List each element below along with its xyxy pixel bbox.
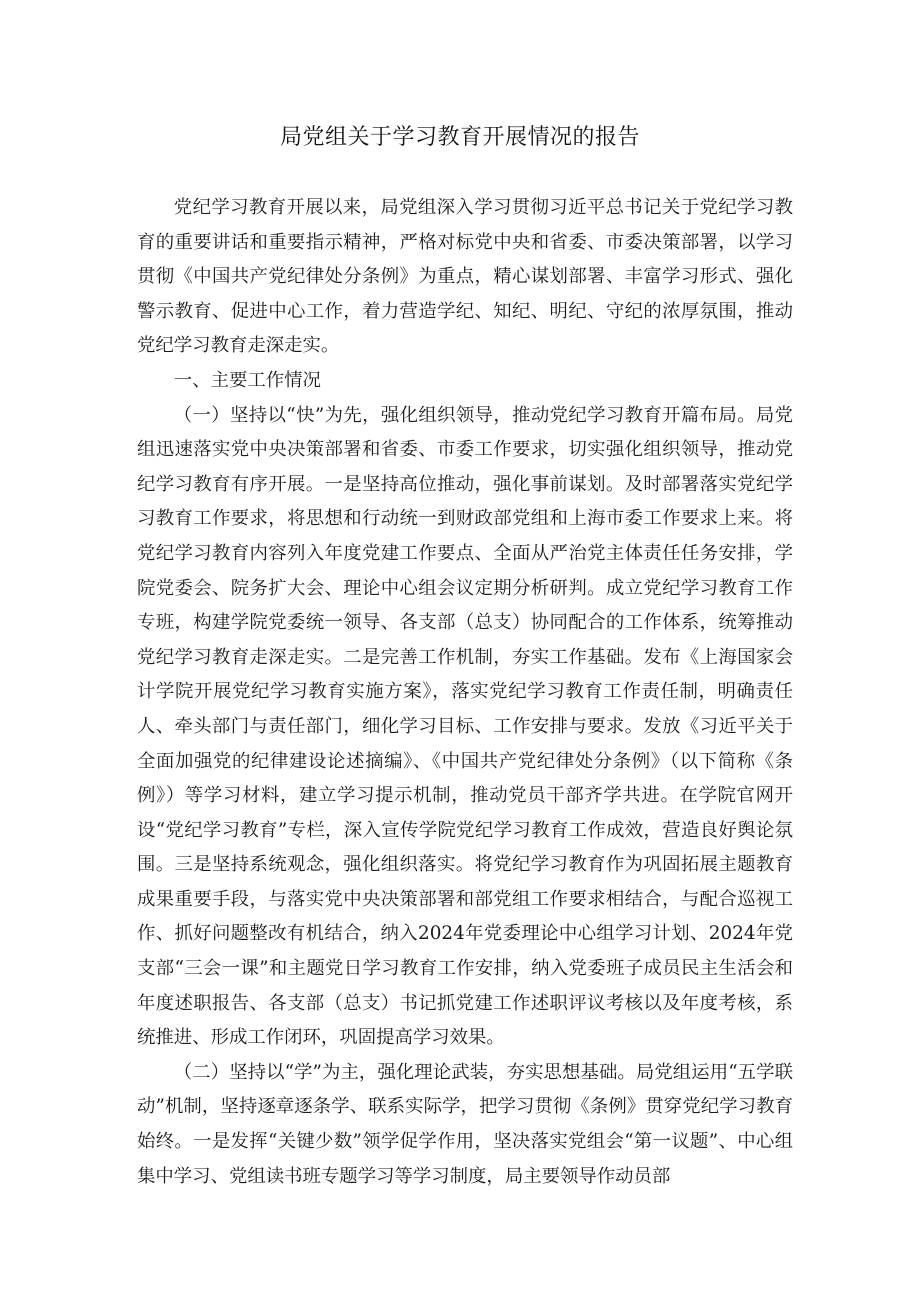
paragraph-organization-leadership: （一）坚持以“快”为先，强化组织领导，推动党纪学习教育开篇布局。局党组迅速落实党中央决策部署和省委、市委工作要求，切实强化组织领导，推动党纪学习教育有序开展。一是坚持高位推动，强化事前谋划。及时部署落实党纪学习教育工作要求，将思想和行动统一到财政部党组和上海市委工作要求上来。将党纪学习教育内容列入年度党建工作要点、全面从严治党主体责任任务安排，学院党委会、院务扩大会、理论中心组会议定期分析研判。成立党纪学习教育工作专班，构建学院党委统一领导、各支部（总支）协同配合的工作体系，统筹推动党纪学习教育走深走实。二是完善工作机制，夯实工作基础。发布《上海国家会计学院开展党纪学习教育实施方案》，落实党纪学习教育工作责任制，明确责任人、牵头部门与责任部门，细化学习目标、工作安排与要求。发放《习近平关于全面加强党的纪律建设论述摘编》、《中国共产党纪律处分条例》（以下简称《条例》）等学习材料，建立学习提示机制，推动党员干部齐学共进。在学院官网开设“党纪学习教育”专栏，深入宣传学院党纪学习教育工作成效，营造良好舆论氛围。三是坚持系统观念，强化组织落实。将党纪学习教育作为巩固拓展主题教育成果重要手段，与落实党中央决策部署和部党组工作要求相结合，与配合巡视工作、抓好问题整改有机结合，纳入2024年党委理论中心组学习计划、2024年党支部“三会一课”和主题党日学习教育工作安排，纳入党委班子成员民主生活会和年度述职报告、各支部（总支）书记抓党建工作述职评议考核以及年度考核，系统推进、形成工作闭环，巩固提高学习效果。 [137, 404, 793, 1049]
document-title: 局党组关于学习教育开展情况的报告 [279, 125, 640, 150]
document-body [137, 191, 793, 1194]
section-heading-main-work: 一、主要工作情况 [173, 369, 321, 391]
intro-paragraph: 党纪学习教育开展以来，局党组深入学习贯彻习近平总书记关于党纪学习教育的重要讲话和重要指示精神，严格对标党中央和省委、市委决策部署，以学习贯彻《中国共产党纪律处分条例》为重点，精心谋划部署、丰富学习形式、强化警示教育、促进中心工作，着力营造学纪、知纪、明纪、守纪的浓厚氛围，推动党纪学习教育走深走实。 [137, 197, 793, 357]
paragraph-theory-study: （二）坚持以“学”为主，强化理论武装，夯实思想基础。局党组运用“五学联动”机制，坚持逐章逐条学、联系实际学，把学习贯彻《条例》贯穿党纪学习教育始终。一是发挥“关键少数”领学促学作用，坚决落实党组会“第一议题”、中心组集中学习、党组读书班专题学习等学习制度，局主要领导作动员部 [137, 1061, 793, 1187]
